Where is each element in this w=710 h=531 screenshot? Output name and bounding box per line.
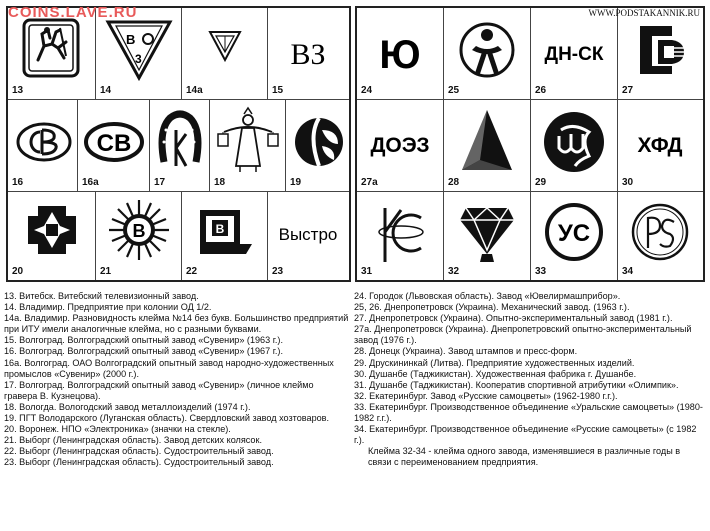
watermark-coins-lave: COINS.LAVE.RU: [8, 4, 138, 21]
caption-19: 19. ПГТ Володарского (Луганская область). Свердловский завод хозтоваров.: [4, 413, 330, 424]
caption-33: 33. Екатеринбург. Производственное объединение «Уральские самоцветы» (1980-1982 г.г.).: [354, 401, 703, 424]
captions-right: [354, 291, 706, 469]
hallmark-16a: [78, 100, 150, 192]
caption-14a: 14а. Владимир. Разновидность клейма №14 без букв. Большинство предприятий при ИТУ имели аналогичные клейма, но с разными буквами.: [4, 313, 349, 335]
hallmarks-panel-left: [6, 6, 351, 282]
hallmark-number: 14а: [186, 85, 203, 96]
caption-22: 22. Выборг (Ленинградская область). Судостроительный завод.: [4, 446, 274, 457]
hallmark-text: ДОЭЗ: [370, 134, 430, 157]
hallmark-20: [8, 192, 96, 280]
hallmark-number: 33: [535, 266, 547, 277]
hallmark-text: ВЗ: [290, 38, 326, 71]
hallmark-23: [268, 192, 349, 280]
hallmark-19: [286, 100, 349, 192]
hallmark-text: УС: [557, 220, 591, 247]
hallmark-text: В: [132, 221, 146, 241]
hallmarks-panel-right: [355, 6, 705, 282]
hallmark-text: В: [215, 222, 225, 236]
hallmark-text: ДН-СК: [544, 44, 604, 65]
hallmark-number: 31: [361, 266, 373, 277]
hallmark-text: Выстро: [278, 225, 338, 244]
caption-27: 27. Днепропетровск (Украина). Опытно-экспериментальный завод (1981 г.).: [354, 313, 673, 324]
hallmark-27: [618, 8, 703, 100]
hallmark-number: 34: [622, 266, 634, 277]
hallmark-number: 25: [448, 85, 460, 96]
hallmark-text: ХФД: [637, 134, 683, 157]
caption-note-32-34: Клейма 32-34 - клейма одного завода, изменявшиеся в различные годы в связи с переименованием предприятия.: [368, 446, 681, 468]
caption-34: 34. Екатеринбург. Производственное объединение «Русские самоцветы» (с 1982 г.).: [354, 424, 697, 446]
hallmark-number: 13: [12, 85, 24, 96]
hallmark-number: 16а: [82, 177, 99, 188]
hallmark-number: 24: [361, 85, 373, 96]
hallmark-14a: [182, 8, 268, 100]
hallmark-text: Ю: [379, 33, 421, 77]
caption-30: 30. Душанбе (Таджикистан). Художественная фабрика г. Душанбе.: [354, 368, 637, 379]
caption-13: 13. Витебск. Витебский телевизионный завод.: [4, 291, 199, 301]
hallmark-29: [531, 100, 618, 192]
hallmark-25: [444, 8, 531, 100]
hallmark-17: [150, 100, 210, 192]
hallmark-21: [96, 192, 182, 280]
hallmark-22: [182, 192, 268, 280]
svg-text:В: В: [126, 32, 136, 47]
hallmark-number: 22: [186, 266, 198, 277]
caption-18: 18. Вологда. Вологодский завод металлоизделий (1974 г.).: [4, 401, 251, 412]
caption-24: 24. Городок (Львовская область). Завод «Ювелирмашприбор».: [354, 291, 621, 301]
hallmark-30: [618, 100, 703, 192]
caption-20: 20. Воронеж. НПО «Электроника» (значки на стекле).: [4, 424, 231, 435]
caption-28: 28. Донецк (Украина). Завод штампов и пресс-форм.: [354, 346, 578, 357]
hallmark-number: 26: [535, 85, 547, 96]
watermark-podstakannik: WWW.PODSTAKANNIK.RU: [588, 8, 700, 18]
hallmark-number: 20: [12, 266, 24, 277]
hallmark-34: [618, 192, 703, 280]
svg-text:3: 3: [135, 52, 142, 66]
caption-25-26: 25, 26. Днепропетровск (Украина). Механический завод. (1963 г.).: [354, 302, 630, 313]
caption-16a: 16а. Волгоград. ОАО Волгоградский опытный завод народно-художественных промыслов «Сувенир» (2000 г.).: [4, 357, 334, 379]
hallmark-number: 32: [448, 266, 460, 277]
hallmark-number: 28: [448, 177, 460, 188]
hallmark-32: [444, 192, 531, 280]
caption-16: 16. Волгоград. Волгоградский опытный завод «Сувенир» (1967 г.).: [4, 346, 283, 357]
hallmark-15: [268, 8, 349, 100]
hallmark-16: [8, 100, 78, 192]
hallmark-number: 27: [622, 85, 634, 96]
caption-23: 23. Выборг (Ленинградская область). Судостроительный завод.: [4, 457, 274, 468]
hallmark-number: 14: [100, 85, 112, 96]
hallmark-number: 17: [154, 177, 166, 188]
hallmark-14: [96, 8, 182, 100]
hallmark-number: 23: [272, 266, 284, 277]
caption-21: 21. Выборг (Ленинградская область). Завод детских колясок.: [4, 435, 262, 446]
hallmark-18: [210, 100, 286, 192]
caption-32: 32. Екатеринбург. Завод «Русские самоцветы» (1962-1980 г.г.).: [354, 390, 618, 401]
hallmark-number: 19: [290, 177, 302, 188]
caption-17: 17. Волгоград. Волгоградский опытный завод «Сувенир» (личное клеймо гравера В. Кузнецова).: [4, 379, 314, 401]
hallmark-28: [444, 100, 531, 192]
caption-15: 15. Волгоград. Волгоградский опытный завод «Сувенир» (1963 г.).: [4, 335, 283, 346]
hallmark-13: [8, 8, 96, 100]
caption-14: 14. Владимир. Предприятие при колонии ОД 1/2.: [4, 302, 212, 313]
hallmark-number: 27а: [361, 177, 378, 188]
caption-29: 29. Друскининкай (Литва). Предприятие художественных изделий.: [354, 357, 635, 368]
hallmark-33: [531, 192, 618, 280]
caption-27a: 27а. Днепропетровск (Украина). Днепропетровский опытно-экспериментальный завод (1976 г.).: [354, 324, 692, 346]
hallmark-number: 29: [535, 177, 547, 188]
hallmark-number: 21: [100, 266, 112, 277]
hallmark-number: 18: [214, 177, 226, 188]
hallmark-26: [531, 8, 618, 100]
hallmark-number: 15: [272, 85, 284, 96]
hallmark-number: 16: [12, 177, 24, 188]
hallmark-24: [357, 8, 444, 100]
captions-left: [4, 291, 349, 469]
hallmark-text: СВ: [96, 130, 132, 157]
hallmark-31: [357, 192, 444, 280]
hallmark-27a: [357, 100, 444, 192]
caption-31: 31. Душанбе (Таджикистан). Кооператив спортивной атрибутики «Олимпик».: [354, 379, 679, 390]
hallmark-number: 30: [622, 177, 634, 188]
